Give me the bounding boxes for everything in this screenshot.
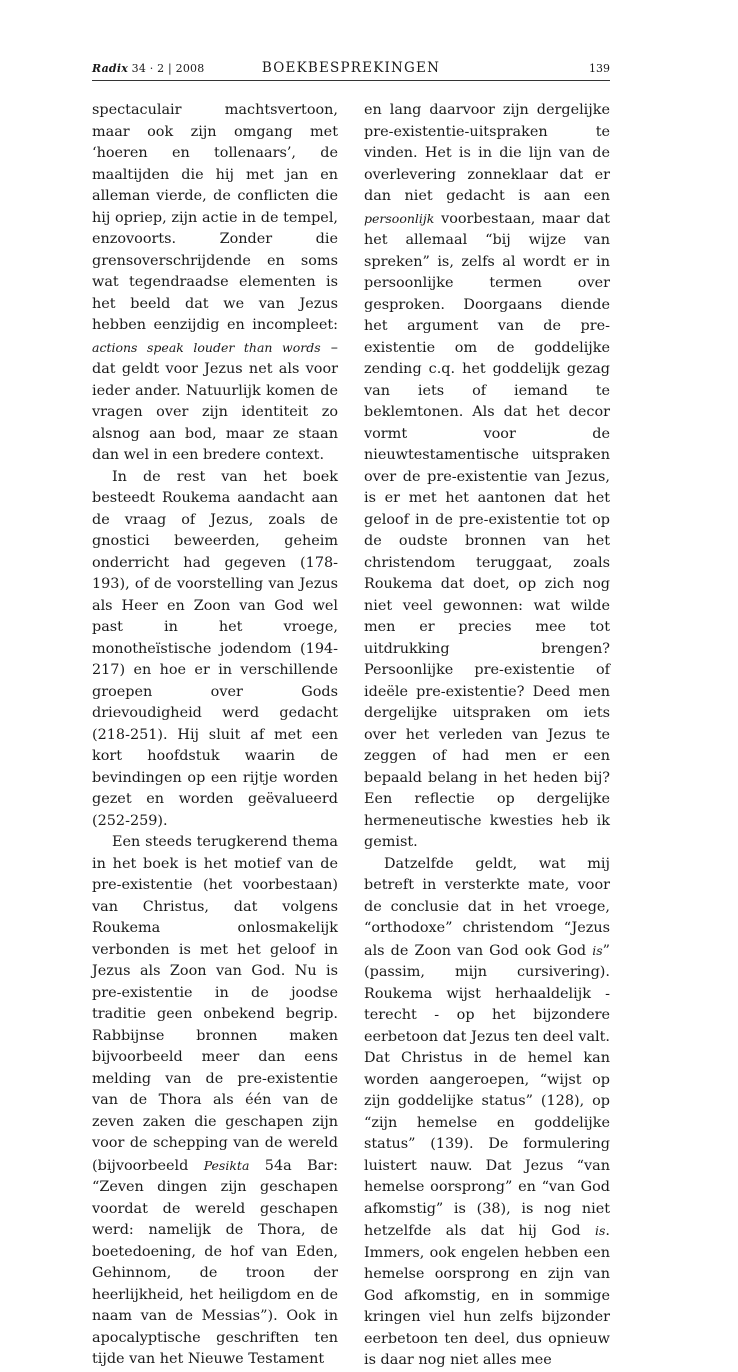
text-run: – dat geldt voor Jezus net als voor ieder ander. Natuurlijk komen de vragen over zijn identiteit zo alsnog aan bod, maar ze staan dan wel in een bredere context.	[92, 339, 339, 463]
italic-phrase: is	[595, 1223, 606, 1238]
left-column	[92, 100, 339, 1367]
paragraph	[92, 467, 338, 833]
italic-phrase: actions speak louder than words	[92, 339, 321, 355]
text-run: Een steeds terugkerend thema in het boek is het motief van de pre-existentie (het voorbestaan) van Christus, dat volgens Roukema onlosmakelijk verbonden is met het geloof in Jezus als Zoon van God. Nu is pre-existentie in de joodse traditie geen onbekend begrip. Rabbijnse bronnen maken bijvoorbeeld meer dan eens melding van de pre-existentie van de Thora als één van de zeven zaken die geschapen zijn voor de schepping van de wereld (bijvoorbeeld	[92, 834, 338, 1174]
right-column	[364, 100, 610, 1368]
italic-phrase: is	[592, 942, 603, 958]
running-header	[92, 60, 610, 78]
paragraph	[92, 832, 338, 1371]
italic-phrase: persoonlijk	[364, 210, 435, 226]
italic-phrase: Pesikta	[203, 1157, 250, 1173]
text-run: . Immers, ook engelen hebben een hemelse oorsprong en zijn van God afkomstig, en in sommige kringen viel hun zelfs bijzonder eerbetoon ten deel, dus opnieuw is daar nog niet alles mee	[364, 1223, 610, 1368]
text-run: Datzelfde geldt, wat mij betreft in versterkte mate, voor de conclusie dat in het vroege, “orthodoxe” christendom “Jezus als de Zoon van God ook God	[364, 855, 610, 959]
journal-issue: 34 · 2 | 2008	[127, 62, 205, 75]
text-run: en lang daarvoor zijn dergelijke pre-existentie-uitspraken te vinden. Het is in die lijn van de overlevering zonneklaar dat er dan niet gedacht is aan een	[364, 102, 610, 204]
text-run: In de rest van het boek besteedt Roukema aandacht aan de vraag of Jezus, zoals de gnostici beweerden, geheim onderricht had gegeven (178-193), of de voorstelling van Jezus als Heer en Zoon van God wel past in het vroege, monotheïstische jodendom (194-217) en hoe er in verschillende groepen over Gods drievoudigheid werd gedacht (218-251). Hij sluit af met een kort hoofdstuk waarin de bevindingen op een rijtje worden gezet en worden geëvalueerd (252-259).	[92, 468, 338, 829]
paragraph	[364, 854, 610, 1372]
text-run: ” (passim, mijn cursivering). Roukema wijst herhaaldelijk - terecht - op het bijzondere eerbetoon dat Jezus ten deel valt. Dat Christus in de hemel kan worden aangeroepen, “wijst op zijn goddelijke status” (128), op “zijn hemelse en goddelijke status” (139). De formulering luistert nauw. Dat Jezus “van hemelse oorsprong” en “van God afkomstig” is (38), is nog niet hetzelfde als dat hij God	[364, 942, 610, 1239]
page-number: 139	[589, 62, 610, 75]
text-run: spectaculair machtsvertoon, maar ook zijn omgang met ‘hoeren en tollenaars’, de maaltijden die hij met jan en alleman vierde, de conflicten die hij opriep, zijn actie in de tempel, enzovoorts. Zonder die grensoverschrijdende en soms wat tegendraadse elementen is het beeld dat we van Jezus hebben eenzijdig en incompleet:	[92, 102, 338, 333]
text-run: voorbestaan, maar dat het allemaal “bij wijze van spreken” is, zelfs al wordt er in persoonlijke termen over gesproken. Doorgaans diende het argument van de pre-existentie om de goddelijke zending c.q. het goddelijk gezag van iets of iemand te beklemtonen. Als dat het decor vormt voor de nieuwtestamentische uitspraken over de pre-existentie van Jezus, is er met het aantonen dat het geloof in de pre-existentie tot op de oudste bronnen van het christendom teruggaat, zoals Roukema dat doet, op zich nog niet veel gewonnen: wat wilde men er precies mee tot uitdrukking brengen? Persoonlijke pre-existentie of ideële pre-existentie? Deed men dergelijke uitspraken om iets over het verleden van Jezus te zeggen of had men er een bepaald belang in het heden bij? Een reflectie op dergelijke hermeneutische kwesties heb ik gemist.	[364, 210, 610, 850]
paragraph	[92, 100, 338, 467]
journal-name: Radix	[92, 62, 128, 75]
text-run: 54a Bar: “Zeven dingen zijn geschapen voordat de wereld geschapen werd: namelijk de Thora, de boetedoening, de hof van Eden, Gehinnom, de troon der heerlijkheid, het heiligdom en de naam van de Messias”). Ook in apocalyptische geschriften ten tijde van het Nieuwe Testament	[92, 1157, 338, 1367]
header-rule	[92, 80, 610, 81]
section-title: BOEKBESPREKINGEN	[261, 60, 441, 76]
paragraph	[364, 100, 610, 854]
